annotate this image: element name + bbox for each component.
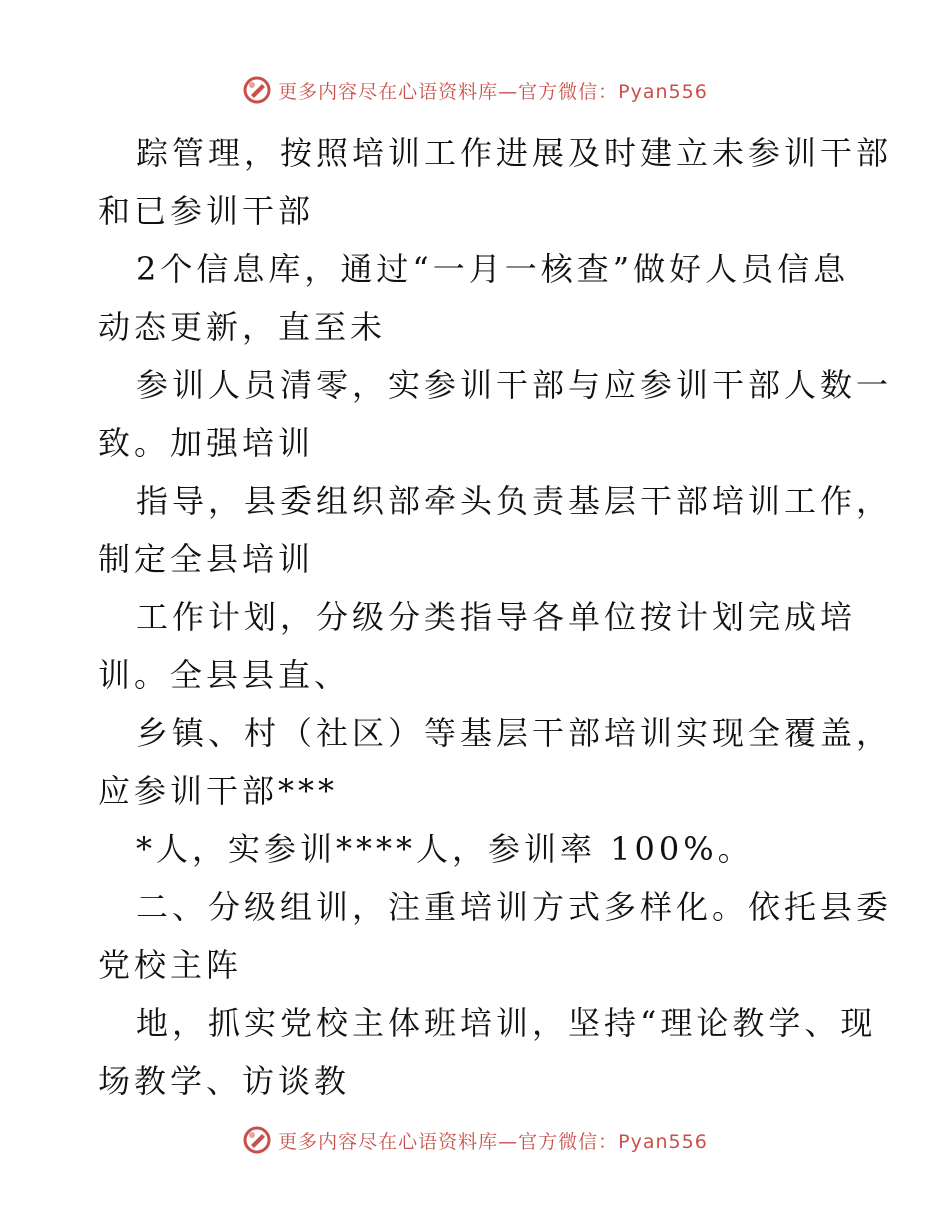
text-line: 乡镇、村（社区）等基层干部培训实现全覆盖，	[136, 714, 893, 752]
footer-banner-text: 更多内容尽在心语资料库—官方微信：Pyan556	[278, 1130, 708, 1153]
text-line: 工作计划，分级分类指导各单位按计划完成培	[136, 598, 857, 636]
text-line: 党校主阵	[98, 946, 243, 984]
text-line: 场教学、访谈教	[98, 1062, 351, 1100]
paragraph	[98, 472, 893, 588]
paragraph	[98, 878, 893, 994]
text-line: 指导，县委组织部牵头负责基层干部培训工作，	[136, 482, 893, 520]
paragraph	[98, 240, 858, 356]
paragraph	[98, 356, 893, 472]
text-line: 和已参训干部	[98, 192, 315, 230]
paragraph	[98, 704, 893, 820]
paragraph	[98, 820, 858, 878]
text-line: 致。加强培训	[98, 424, 315, 462]
text-line: 地，抓实党校主体班培训，坚持“理论教学、现	[136, 1004, 877, 1042]
text-line: 二、分级组训，注重培训方式多样化。依托县委	[136, 888, 893, 926]
text-line: *人，实参训****人，参训率 100%。	[136, 830, 754, 868]
text-line: 参训人员清零，实参训干部与应参训干部人数一	[136, 366, 893, 404]
paragraph	[98, 124, 893, 240]
document-body	[98, 124, 893, 1110]
text-line: 动态更新，直至未	[98, 308, 387, 346]
header-banner-text: 更多内容尽在心语资料库—官方微信：Pyan556	[278, 80, 708, 103]
text-line: 踪管理，按照培训工作进展及时建立未参训干部	[136, 134, 893, 172]
paragraph	[98, 994, 877, 1110]
text-line: 应参训干部***	[98, 772, 339, 810]
header-watermark-banner	[0, 70, 950, 110]
text-line: 2个信息库，通过“一月一核查”做好人员信息	[136, 250, 850, 288]
paragraph	[98, 588, 858, 704]
logo-icon	[242, 75, 272, 105]
text-line: 制定全县培训	[98, 540, 315, 578]
footer-watermark-banner	[0, 1120, 950, 1160]
text-line: 训。全县县直、	[98, 656, 351, 694]
logo-icon	[242, 1125, 272, 1155]
